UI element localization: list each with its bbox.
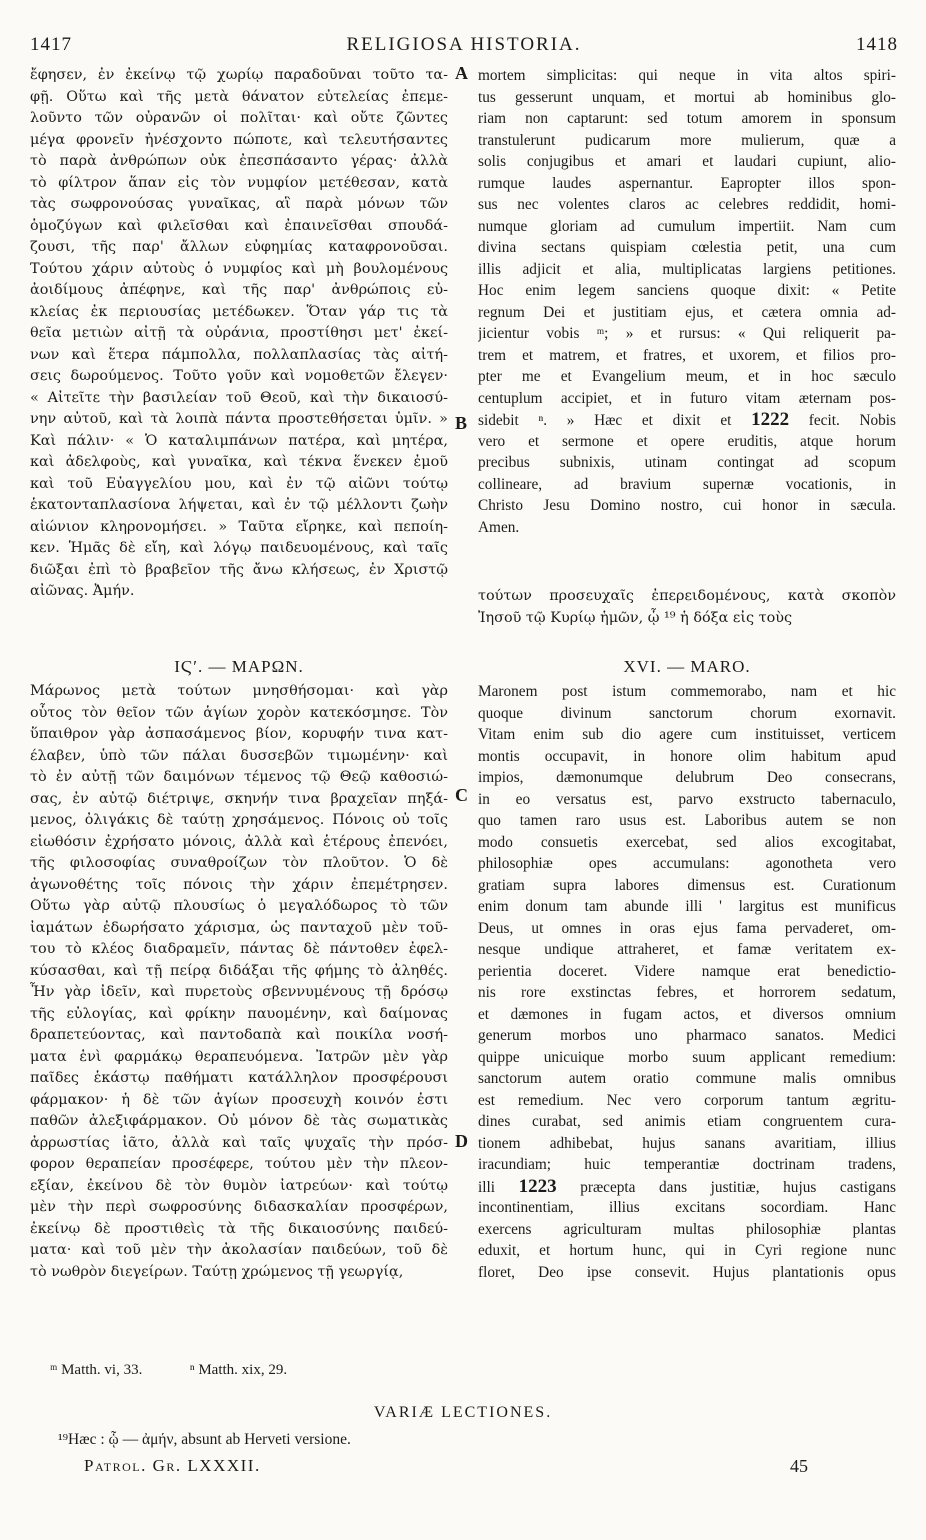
latin-bottom-line: nis rore exstinctas febres, et horrorem sedatum,: [478, 984, 896, 1001]
column-number-1223: 1223: [518, 1175, 557, 1197]
greek-top-line: θεῖα μετιὼν αἰτῇ τὰ οὐράνια, προστίθησι μετ' ἐκεί-: [30, 325, 448, 341]
latin-bottom-line: iracundiam; huic temperantiæ doctrinam tradens,: [478, 1156, 896, 1173]
greek-bottom-line: σας, ἐν αὐτῷ διέτριψε, σκηνήν τινα βραχεῖαν πηξά-: [30, 790, 448, 807]
footnote-m: ᵐ Matth. vi, 33.: [50, 1362, 143, 1378]
footnotes: [50, 1362, 287, 1379]
latin-bottom-line: generum morbos uno pharmaco sanatos. Medici: [478, 1027, 896, 1044]
greek-top-line: διῶξαι ἐπὶ τὸ βραβεῖον τῆς ἄνω κλήσεως, ἐν Χριστῷ: [30, 561, 448, 578]
latin-bottom-text: præcepta dans justitiæ, hujus castigans: [556, 1178, 896, 1196]
latin-bottom-line: exercens agriculturam multas philosophiæ plantas: [478, 1220, 896, 1238]
greek-top-line: αἰώνιον κληρονομήσει. » Ταῦτα εἴρηκε, καὶ πεποίη-: [30, 518, 448, 535]
greek-top-line: φῇ. Οὕτω καὶ τῆς μετὰ θάνατον εὐτελείας ἐπεμε-: [30, 88, 448, 105]
latin-bottom-line: philosophiæ opes accumulans: agonotheta vero: [478, 855, 896, 872]
variae-lectiones-title: VARIÆ LECTIONES.: [373, 1404, 553, 1421]
greek-top-line: καὶ ἀδελφοὺς, καὶ γυναῖκα, καὶ τέκνα ἕνεκεν ἐμοῦ: [30, 454, 448, 470]
greek-top-line: ὁμοζύγων καὶ φιλεῖσθαι καὶ ἐπαινεῖσθαι σπουδά-: [30, 217, 448, 234]
greek-bottom-line: εξίαν, ἐκείνου δὲ τὸν θυμὸν ἰατρεύων· καὶ τούτῳ: [30, 1177, 448, 1194]
sheet-signature: Patrol. Gr. LXXXII.: [84, 1456, 261, 1475]
greek-bottom-line: ματα ἑνὶ φαρμάκῳ θεραπευόμενα. Ἰατρῶν μὲν γὰρ: [30, 1048, 448, 1065]
greek-bottom-line: μενος, ὀλιγάκις δὲ ταύτῃ χρησάμενος. Πόνοις οὐ τοῖς: [30, 812, 448, 828]
greek-bottom-line: τὸ νωθρὸν διεγείρων. Ταύτῃ χρώμενος τῇ γεωργίᾳ,: [30, 1263, 404, 1280]
latin-bottom-line: quoque divinum sanctorum chorum exornavit.: [478, 704, 896, 722]
latin-bottom-line: et dæmones in fugam actos, et diversos omnium: [478, 1005, 896, 1023]
greek-bottom-line: ὕπαιθρον γὰρ ἀσπασάμενος βίον, κορυφήν τινα κατ-: [30, 726, 448, 742]
latin-top-line: Christo Jesu Domino nostro, cui honor in sæcula.: [478, 497, 896, 514]
greek-bottom-line: παθῶν ἀλεξιφάρμακον. Οὐ μόνον δὲ τὰς σωματικὰς: [30, 1113, 448, 1129]
latin-top-line: rumque laudes aspernantur. Eapropter illos spon-: [478, 174, 896, 192]
sheet-number: 45: [790, 1456, 808, 1476]
greek-top-line: λοῦντο τῶν οὐρανῶν οἱ πολῖται· καὶ οὔτε ζῶντες: [30, 110, 448, 126]
latin-top-text: sidebit ⁿ. » Hæc et dixit et: [478, 412, 752, 429]
greek-top-line: ζουσι, τῆς παρ' ἄλλων εὐφημίας καταφρονοῦσαι.: [30, 239, 448, 255]
latin-top-line: trem et matrem, et fratres, et uxorem, et filios pro-: [478, 346, 896, 364]
running-head: [30, 34, 898, 60]
latin-top-line: illis adjicit et alia, multiplicatas largiens petitiones.: [478, 260, 896, 278]
latin-top-line: sus nec volentes claros ac celebres reddidit, homi-: [478, 196, 896, 213]
latin-top-line: riam non captarunt: sed totum amorem in sponsum: [478, 110, 896, 127]
greek-bottom-line: τῆς εὐλογίας, καὶ φρίκην παυομένην, καὶ δαίμονας: [30, 1005, 448, 1022]
latin-top-line: mortem simplicitas: qui neque in vita altos spiri-: [478, 67, 896, 84]
latin-top-line: tus gesserunt unquam, et mortui ab hominibus glo-: [478, 88, 896, 106]
latin-top-line: solis conjugibus et amari et laudari cupiunt, alio-: [478, 153, 896, 170]
running-title: RELIGIOSA HISTORIA.: [346, 34, 582, 55]
latin-bottom-line: [478, 1176, 896, 1198]
greek-bottom-line: Οὕτω γὰρ αὐτῷ πλουσίως ὁ μεγαλόδωρος τὸ τῶν: [30, 898, 448, 914]
right-page-number: 1418: [856, 34, 898, 55]
latin-top-text: fecit. Nobis: [789, 412, 896, 429]
greek-top-line: ἀοιδίμους ἀπέφηνε, καὶ τῆς παρ' ἀνθρώποις εὐ-: [30, 282, 448, 298]
latin-bottom-text: illi: [478, 1178, 519, 1196]
greek-top-line: καὶ τοῦ Εὐαγγελίου μου, καὶ ἐν τῷ αἰῶνι τούτῳ: [30, 475, 448, 492]
greek-bottom-line: εἰωθόσιν ἐχρήσατο μόνοις, ἀλλὰ καὶ ἑτέρους ἐπενόει,: [30, 833, 448, 850]
greek-top-line: νην αὐτοῦ, καὶ τὰ λοιπὰ πάντα προστεθήσεται ὑμῖν. »: [30, 411, 448, 427]
left-page-number: 1417: [30, 34, 72, 55]
column-number-1222: 1222: [751, 409, 790, 430]
latin-bottom-line: montis occupavit, in honore olim habitum apud: [478, 747, 896, 765]
latin-bottom-line: quippe unicuique morbo suum applicant remedium:: [478, 1048, 896, 1066]
greek-top-line: σεις δωρούμενος. Τοῦτο γοῦν καὶ νομοθετῶν ἔλεγεν·: [30, 368, 448, 384]
footnote-n: ⁿ Matth. xix, 29.: [189, 1362, 288, 1378]
greek-top-line: νων καὶ ἕτερα πάμπολλα, πολλαπλασίας τὰς αἰτή-: [30, 346, 448, 363]
latin-bottom-line: eduxit, et hortum hunc, qui in Cyri regione nunc: [478, 1242, 896, 1259]
margin-marker-b: B: [455, 413, 468, 433]
greek-column-top: [30, 65, 448, 603]
latin-bottom-line: perientia doceret. Videre namque erat benedictio-: [478, 962, 896, 980]
latin-bottom-line: impios, dæmonumque delubrum Deo consecrans,: [478, 769, 896, 786]
greek-bottom-line: ἀγωνοθέτης τοῖς πόνοις τὴν χάριν ἐπεμέτρησεν.: [30, 876, 448, 893]
latin-column-bottom: [478, 681, 896, 1283]
latin-bottom-line: quo tamen raro usus est. Laboribus autem se non: [478, 812, 896, 829]
greek-bottom-line: ἐκείνῳ δὲ προστιθεὶς τὰ τῆς δικαιοσύνης παιδεύ-: [30, 1220, 448, 1237]
greek-top-line: κλείας ἐκ περιουσίας μετέδωκεν. Ὅταν γάρ τις τὰ: [30, 303, 448, 320]
latin-top-line: centuplum accipiet, et in futuro vitam æternam pos-: [478, 389, 896, 407]
greek-column-bottom: [30, 681, 448, 1283]
greek-bottom-line: έλαβεν, ὑπὸ τῶν πάλαι δυσσεβῶν τιμωμένην· καὶ: [30, 747, 448, 764]
latin-bottom-line: gratiam supra labores dimensus est. Curationum: [478, 876, 896, 894]
greek-top-line: τὰς σωφρονούσας γυναῖκας, αἳ παρὰ μόνων τῶν: [30, 196, 448, 212]
latin-bottom-line: nesque undique attraheret, et famæ veritatem ex-: [478, 941, 896, 958]
greek-top-line: Καὶ πάλιν· « Ὁ καταλιμπάνων πατέρα, καὶ μητέρα,: [30, 432, 448, 449]
latin-top-line: pter me et Evangelium meum, et in hoc sæculo: [478, 368, 896, 385]
greek-top-line: « Αἰτεῖτε τὴν βασιλείαν τοῦ Θεοῦ, καὶ τὴν δικαιοσύ-: [30, 389, 448, 406]
greek-bottom-line: Ἦν γὰρ ἰδεῖν, καὶ πυρετοὺς σβεννυμένους τῇ δρόσῳ: [30, 984, 448, 1000]
greek-bottom-line: φάρμακον· ἡ δὲ τῶν ἁγίων προσευχὴ κοινόν ἐστι: [30, 1091, 448, 1108]
latin-top-line: transtulerunt pudicarum more mulierum, quæ a: [478, 131, 896, 149]
latin-bottom-line: incontinentiam, illius excitans socordiam. Hanc: [478, 1199, 896, 1216]
latin-bottom-line: floret, Deo ipse consevit. Hujus plantationis opus: [478, 1263, 896, 1281]
greek-bottom-line: τὸ ἐν αὐτῇ τῶν δαιμόνων τέμενος τῷ Θεῷ καθοσιώ-: [30, 769, 448, 785]
greek-bottom-line: ματα· καὶ τοῦ μὲν τὴν ἀκολασίαν παιδεύων, τοῦ δὲ: [30, 1242, 448, 1258]
latin-bottom-line: modo consuetis exercebat, sed alios excogitabat,: [478, 833, 896, 851]
latin-bottom-line: in eo versatus est, parvo exstructo tabernaculo,: [478, 790, 896, 808]
latin-bottom-line: Vitam enim sub dio agere cum instituisset, verticem: [478, 726, 896, 743]
greek-bottom-line: μὲν τὴν περὶ σωφροσύνης διδασκαλίαν προσφέρων,: [30, 1199, 448, 1215]
latin-bottom-line: tionem adhibebat, hujus sanans avaritiam, illius: [478, 1134, 896, 1152]
greek-top-line: τὸ φίλτρον ἅπαν εἰς τὸν νυμφίον μετέθεσαν, κατὰ: [30, 174, 448, 191]
latin-bottom-line: sanctorum autem oratio commune malis omnibus: [478, 1070, 896, 1087]
greek-column-tail: [478, 586, 896, 629]
greek-top-line: τὸ παρὰ ἀνθρώπων οὐκ ἐπεσπάσαντο γέρας· ἀλλὰ: [30, 153, 448, 169]
latin-top-line: vero et sermone et opere eruditis, atque horum: [478, 432, 896, 450]
greek-top-line: Τούτου χάριν αὐτοὺς ὁ νυμφίος καὶ μὴ βουλομένους: [30, 260, 448, 277]
latin-top-line: regnum Dei et justitiam ejus, et cætera omnia ad-: [478, 303, 896, 321]
latin-column-top: [478, 65, 896, 538]
latin-bottom-line: Maronem post istum commemorabo, nam et hic: [478, 683, 896, 700]
greek-bottom-line: τῆς φιλοσοφίας συναθροίζων τὸν πλοῦτον. Ὁ δὲ: [30, 855, 448, 871]
greek-top-line: κεν. Ἡμᾶς δὲ εἴη, καὶ λόγῳ παιδευομένους, καὶ ταῖς: [30, 540, 448, 556]
latin-bottom-line: dines curabat, sed animis etiam congruentem cura-: [478, 1113, 896, 1130]
latin-top-line: divina sectans quispiam cœlestia petit, una cum: [478, 239, 896, 256]
greek-bottom-line: φορον θεραπείαν προσέφερε, τούτου μὲν τὴν πλεον-: [30, 1156, 448, 1172]
greek-bottom-line: οὗτος τὸν θεῖον τῶν ἁγίων χορὸν κατεκόσμησε. Τὸν: [30, 704, 448, 721]
greek-bottom-line: ἀρρωστίας ἰᾶτο, ἀλλὰ καὶ ταῖς ψυχαῖς τὴν πρόσ-: [30, 1134, 448, 1151]
latin-top-line: jicientur vobis ᵐ; » et rursus: « Qui reliquerit pa-: [478, 325, 896, 342]
greek-bottom-line: κύσασθαι, καὶ τῇ πείρᾳ διδάξαι τῆς φήμης τὸ ἀληθές.: [30, 962, 448, 979]
section-heading-greek: ΙϚʹ. — ΜΑΡΩΝ.: [174, 657, 304, 676]
greek-bottom-line: δραπετεύοντας, καὶ παντοδαπὰ καὶ ποικίλα νοσή-: [30, 1027, 448, 1043]
margin-marker-c: C: [455, 785, 468, 805]
greek-bottom-line: παῖδες ἑκάστῳ παθήματι κατάλληλον προσφέρουσι: [30, 1070, 448, 1086]
section-heading-latin: XVI. — MARO.: [623, 657, 751, 676]
latin-top-line: precibus subnixis, utinam contingat ad scopum: [478, 454, 896, 471]
margin-marker-d: D: [455, 1131, 468, 1151]
margin-marker-a: A: [455, 63, 468, 83]
latin-top-line: Amen.: [478, 518, 520, 536]
greek-bottom-line: του τὸ κλέος διαδραμεῖν, πάντας δὲ πάντοθεν ἐφελ-: [30, 941, 448, 957]
latin-top-line: Hoc enim legem sanciens quoque dixit: « Petite: [478, 282, 896, 299]
greek-bottom-line: ἰαμάτων ἐδωρήσατο χάρισμα, ὡς πανταχοῦ μὲν τοῦ-: [30, 919, 448, 936]
greek-tail-line: Ἰησοῦ τῷ Κυρίῳ ἡμῶν, ᾧ ¹⁹ ἡ δόξα εἰς τοὺς: [478, 609, 793, 626]
greek-top-line: ἑκατονταπλασίονα λήψεται, καὶ ἐν τῷ μέλλοντι ζωὴν: [30, 497, 448, 513]
greek-top-line: ἔφησεν, ἐν ἐκείνῳ τῷ χωρίῳ παραδοῦναι τοῦτο τα-: [30, 67, 448, 83]
variae-lectiones-text: ¹⁹Hæc : ᾧ — ἀμήν, absunt ab Herveti versione.: [58, 1431, 351, 1448]
greek-top-line: μέγα φρονεῖν ἠνέσχοντο πώποτε, καὶ τελευτήσαντες: [30, 131, 448, 148]
latin-top-line: numque gloriam ad cumulum impertiit. Nam cum: [478, 217, 896, 235]
greek-tail-line: τούτων προσευχαῖς ἐπερειδομένους, κατὰ σκοπὸν: [478, 588, 896, 604]
latin-bottom-line: est remedium. Nec vero corporum tantum ægritu-: [478, 1091, 896, 1109]
greek-top-line: αἰῶνας. Ἀμήν.: [30, 583, 135, 599]
latin-top-line: collineare, ad bravium supernæ vocationis, in: [478, 475, 896, 493]
latin-bottom-line: Deus, ut omnes in oras ejus fama pervaderet, om-: [478, 919, 896, 937]
latin-top-line: [478, 409, 896, 431]
greek-bottom-line: Μάρωνος μετὰ τούτων μνησθήσομαι· καὶ γὰρ: [30, 683, 448, 699]
latin-bottom-line: enim donum tam abunde illi ' largitus est munificus: [478, 898, 896, 915]
